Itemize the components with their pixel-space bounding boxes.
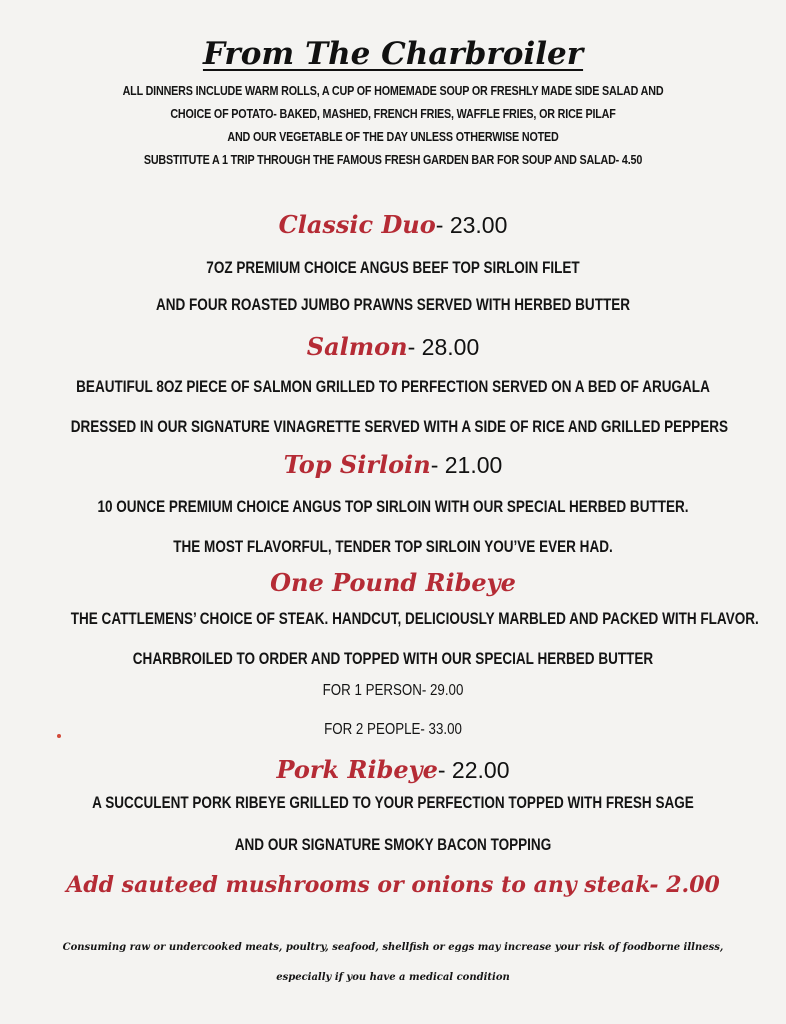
menu-item-price: - 21.00 bbox=[430, 452, 503, 478]
menu-item-description: CHARBROILED TO ORDER AND TOPPED WITH OUR SPECIAL HERBED BUTTER bbox=[132, 650, 654, 668]
intro-line: ALL DINNERS INCLUDE WARM ROLLS, A CUP OF HOMEMADE SOUP OR FRESHLY MADE SIDE SALAD AND bbox=[122, 84, 664, 98]
menu-item-description: DRESSED IN OUR SIGNATURE VINAGRETTE SERVED WITH A SIDE OF RICE AND GRILLED PEPPERS bbox=[70, 418, 729, 436]
page-title: From The Charbroiler bbox=[202, 36, 584, 72]
menu-item-name: Top Sirloin bbox=[283, 450, 431, 479]
food-safety-disclaimer: especially if you have a medical condition bbox=[276, 972, 510, 983]
menu-item-description: A SUCCULENT PORK RIBEYE GRILLED TO YOUR PERFECTION TOPPED WITH FRESH SAGE bbox=[92, 794, 694, 812]
menu-item-name: Salmon bbox=[306, 332, 408, 361]
menu-item-heading-pork-ribeye bbox=[0, 755, 786, 785]
menu-item-description: BEAUTIFUL 8OZ PIECE OF SALMON GRILLED TO PERFECTION SERVED ON A BED OF ARUGALA bbox=[76, 378, 710, 396]
intro-line: SUBSTITUTE A 1 TRIP THROUGH THE FAMOUS FRESH GARDEN BAR FOR SOUP AND SALAD- 4.50 bbox=[143, 153, 643, 167]
menu-item-description: AND OUR SIGNATURE SMOKY BACON TOPPING bbox=[234, 836, 552, 854]
menu-item-price: - 28.00 bbox=[407, 334, 480, 360]
menu-item-description: 7OZ PREMIUM CHOICE ANGUS BEEF TOP SIRLOIN FILET bbox=[206, 259, 580, 277]
intro-line: AND OUR VEGETABLE OF THE DAY UNLESS OTHERWISE NOTED bbox=[227, 130, 559, 144]
menu-item-description: THE MOST FLAVORFUL, TENDER TOP SIRLOIN YOU’VE EVER HAD. bbox=[173, 538, 613, 556]
menu-item-description: 10 OUNCE PREMIUM CHOICE ANGUS TOP SIRLOIN WITH OUR SPECIAL HERBED BUTTER. bbox=[97, 498, 689, 516]
menu-item-heading-top-sirloin bbox=[0, 450, 786, 480]
menu-item-heading-one-pound-ribeye bbox=[0, 568, 786, 598]
menu-item-description: THE CATTLEMENS’ CHOICE OF STEAK. HANDCUT, DELICIOUSLY MARBLED AND PACKED WITH FLAVOR. bbox=[70, 610, 759, 628]
menu-item-heading-salmon bbox=[0, 332, 786, 362]
steak-addon-note: Add sauteed mushrooms or onions to any steak- 2.00 bbox=[66, 872, 720, 898]
menu-item-price: - 22.00 bbox=[437, 757, 510, 783]
ink-speck bbox=[57, 734, 61, 738]
menu-item-heading-classic-duo bbox=[0, 210, 786, 240]
intro-line: CHOICE OF POTATO- BAKED, MASHED, FRENCH FRIES, WAFFLE FRIES, OR RICE PILAF bbox=[170, 107, 616, 121]
menu-item-option: FOR 1 PERSON- 29.00 bbox=[322, 682, 464, 699]
food-safety-disclaimer: Consuming raw or undercooked meats, poultry, seafood, shellfish or eggs may increase your risk of foodborne illness, bbox=[62, 942, 724, 953]
menu-item-name: Classic Duo bbox=[278, 210, 436, 239]
menu-item-name: One Pound Ribeye bbox=[270, 568, 516, 597]
menu-item-name: Pork Ribeye bbox=[276, 755, 438, 784]
menu-item-description: AND FOUR ROASTED JUMBO PRAWNS SERVED WITH HERBED BUTTER bbox=[155, 296, 631, 314]
menu-item-option: FOR 2 PEOPLE- 33.00 bbox=[324, 721, 462, 738]
menu-item-price: - 23.00 bbox=[435, 212, 508, 238]
